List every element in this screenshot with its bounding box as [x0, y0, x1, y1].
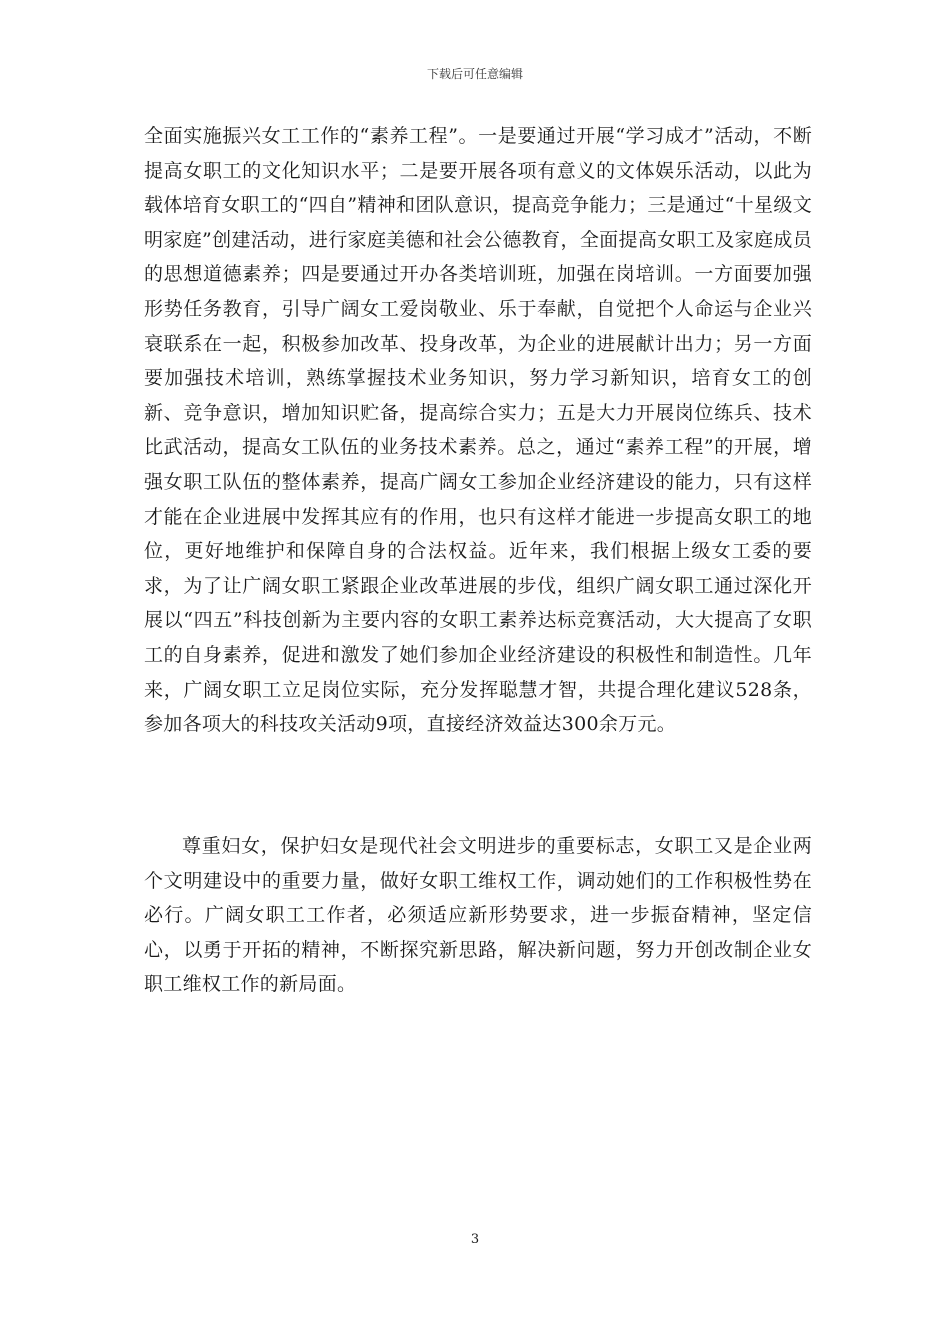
body-paragraph-1: 全面实施振兴女工工作的“素养工程”。一是要通过开展“学习成才”活动，不断提高女职工的文化知识水平；二是要开展各项有意义的文体娱乐活动，以此为载体培育女职工的“四自”精神和团队意识，提高竞争能力；三是通过“十星级文明家庭”创建活动，进行家庭美德和社会公德教育，全面提高女职工及家庭成员的思想道德素养；四是要通过开办各类培训班，加强在岗培训。一方面要加强形势任务教育，引导广阔女工爱岗敬业、乐于奉献，自觉把个人命运与企业兴衰联系在一起，积极参加改革、投身改革，为企业的进展献计出力；另一方面要加强技术培训，熟练掌握技术业务知识，努力学习新知识，培育女工的创新、竞争意识，增加知识贮备，提高综合实力；五是大力开展岗位练兵、技术比武活动，提高女工队伍的业务技术素养。总之，通过“素养工程”的开展，增强女职工队伍的整体素养，提高广阔女工参加企业经济建设的能力，只有这样才能在企业进展中发挥其应有的作用，也只有这样才能进一步提高女职工的地位，更好地维护和保障自身的合法权益。近年来，我们根据上级女工委的要求，为了让广阔女职工紧跟企业改革进展的步伐，组织广阔女职工通过深化开展以“四五”科技创新为主要内容的女职工素养达标竞赛活动，大大提高了女职工的自身素养，促进和激发了她们参加企业经济建设的积极性和制造性。几年来，广阔女职工立足岗位实际，充分发挥聪慧才智，共提合理化建议528条，参加各项大的科技攻关活动9项，直接经济效益达300余万元。: [144, 125, 812, 736]
page-number: 3: [470, 1232, 480, 1247]
page-header: 下载后可任意编辑: [426, 67, 523, 81]
body-paragraph-2: 尊重妇女，保护妇女是现代社会文明进步的重要标志，女职工又是企业两个文明建设中的重要力量，做好女职工维权工作，调动她们的工作积极性势在必行。广阔女职工工作者，必须适应新形势要求，进一步振奋精神，坚定信心，以勇于开拓的精神，不断探究新思路，解决新问题，努力开创改制企业女职工维权工作的新局面。: [144, 835, 812, 996]
